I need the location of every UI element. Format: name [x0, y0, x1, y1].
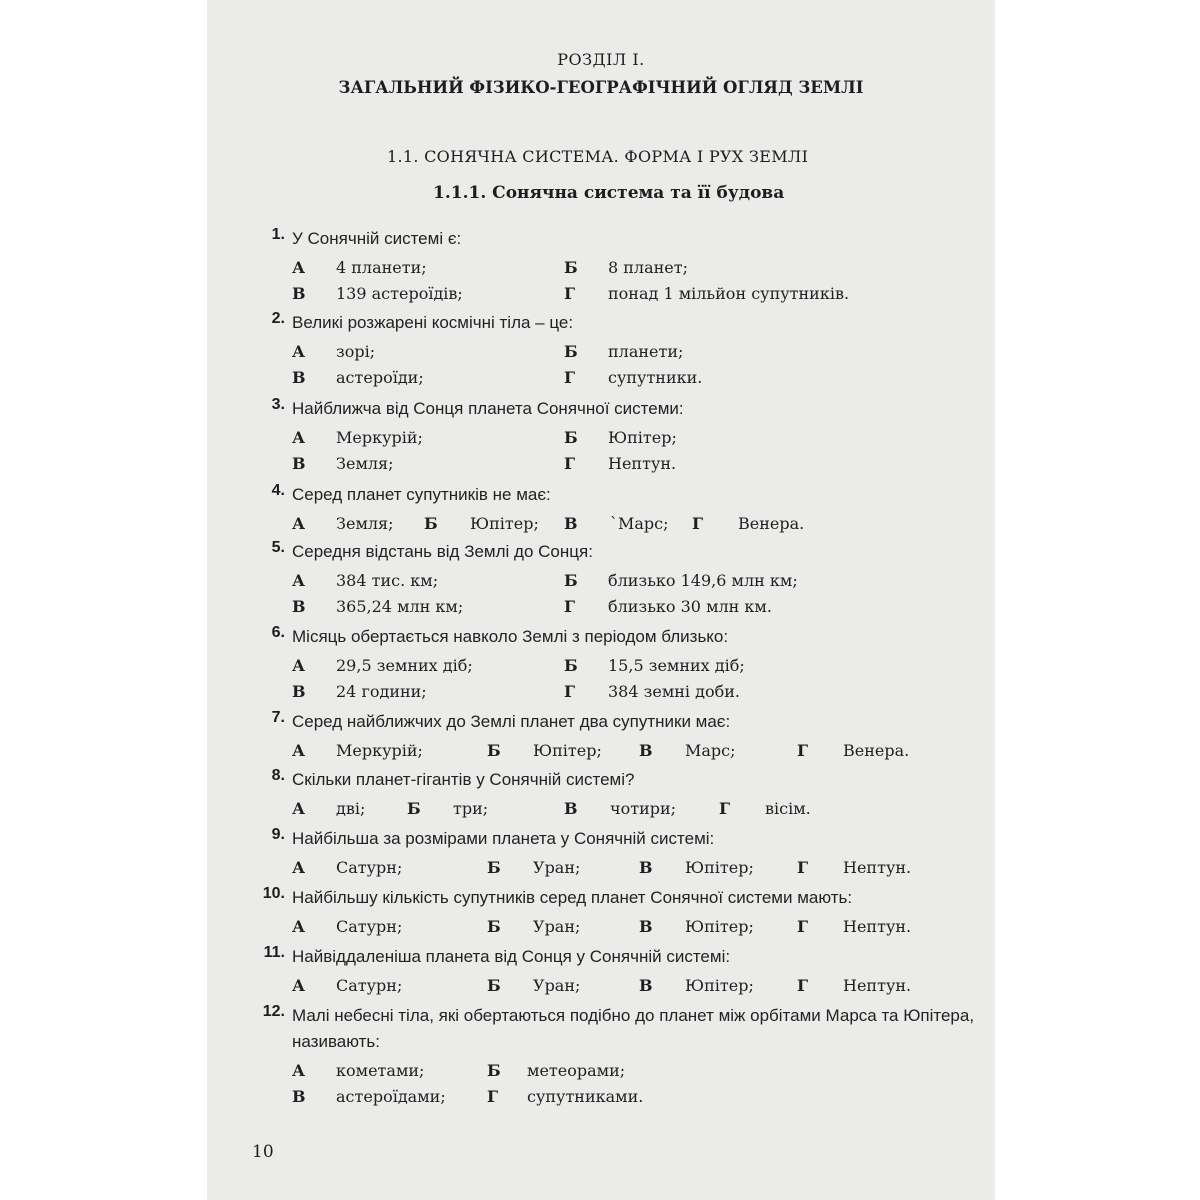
option-letter: А [292, 258, 306, 277]
option-text: вісім. [765, 799, 811, 818]
option-letter: В [639, 917, 653, 936]
option-text: Нептун. [843, 858, 912, 877]
answer-option[interactable] [292, 799, 365, 818]
answer-option[interactable] [292, 917, 402, 936]
option-text: супутники. [608, 368, 703, 387]
option-letter: В [292, 368, 306, 387]
option-text: Венера. [738, 514, 805, 533]
option-text: 365,24 млн км; [336, 597, 464, 616]
answer-option[interactable] [292, 284, 463, 303]
option-letter: Б [487, 1061, 501, 1080]
answer-option[interactable] [564, 284, 849, 303]
option-text: планети; [608, 342, 684, 361]
subsection-heading: 1.1. СОНЯЧНА СИСТЕМА. ФОРМА І РУХ ЗЕМЛІ [387, 147, 809, 166]
option-text: Юпітер; [685, 917, 754, 936]
answer-option[interactable] [407, 799, 488, 818]
question-text: Серед найближчих до Землі планет два супутники має: [292, 712, 731, 731]
question-number: 5. [271, 539, 285, 556]
answer-option[interactable] [719, 799, 811, 818]
option-letter: Б [564, 342, 578, 361]
option-letter: А [292, 917, 306, 936]
option-letter: Г [692, 514, 704, 533]
option-letter: Б [564, 656, 578, 675]
answer-option[interactable] [292, 342, 375, 361]
answer-option[interactable] [564, 258, 688, 277]
option-text: кометами; [336, 1061, 425, 1080]
topic-heading: 1.1.1. Сонячна система та її будова [433, 183, 785, 203]
answer-option[interactable] [487, 917, 580, 936]
option-letter: Б [407, 799, 421, 818]
option-text: Юпітер; [685, 858, 754, 877]
option-text: понад 1 мільйон супутників. [608, 284, 850, 303]
option-text: Земля; [336, 454, 394, 473]
answer-option[interactable] [292, 976, 402, 995]
answer-option[interactable] [639, 917, 754, 936]
question-text: Найвіддаленіша планета від Сонця у Сонячній системі: [292, 947, 731, 966]
answer-option[interactable] [564, 342, 683, 361]
answer-option[interactable] [292, 858, 402, 877]
question-number: 7. [271, 709, 285, 726]
option-letter: А [292, 514, 306, 533]
question-number: 1. [271, 226, 285, 243]
answer-option[interactable] [292, 258, 427, 277]
option-text: 384 земні доби. [608, 682, 740, 701]
option-text: 15,5 земних діб; [608, 656, 745, 675]
answer-option[interactable] [564, 428, 677, 447]
option-letter: В [292, 1087, 306, 1106]
question-text: Найбільшу кількість супутників серед планет Сонячної системи мають: [292, 888, 853, 907]
option-letter: Б [564, 258, 578, 277]
option-letter: В [292, 454, 306, 473]
answer-option[interactable] [292, 514, 394, 533]
option-text: 4 планети; [336, 258, 427, 277]
question-text: Найбільша за розмірами планета у Сонячній системі: [292, 829, 715, 848]
option-letter: Г [797, 917, 809, 936]
option-text: Нептун. [843, 917, 912, 936]
option-text: метеорами; [527, 1061, 626, 1080]
option-letter: В [292, 682, 306, 701]
option-letter: А [292, 571, 306, 590]
question-number: 11. [263, 944, 285, 961]
answer-option[interactable] [487, 858, 580, 877]
option-letter: Б [564, 428, 578, 447]
question-number: 6. [271, 624, 285, 641]
option-letter: Г [487, 1087, 499, 1106]
option-letter: Б [487, 741, 501, 760]
option-letter: А [292, 799, 306, 818]
option-letter: А [292, 976, 306, 995]
option-text: Уран; [533, 917, 581, 936]
chapter-title: ЗАГАЛЬНИЙ ФІЗИКО-ГЕОГРАФІЧНИЙ ОГЛЯД ЗЕМЛІ [338, 78, 864, 97]
option-text: близько 149,6 млн км; [608, 571, 798, 590]
option-text: Венера. [843, 741, 910, 760]
option-letter: Б [424, 514, 438, 533]
option-letter: Г [564, 682, 576, 701]
question-text: Найближча від Сонця планета Сонячної системи: [292, 399, 684, 418]
option-letter: Г [719, 799, 731, 818]
option-letter: А [292, 342, 306, 361]
option-text: супутниками. [527, 1087, 644, 1106]
answer-option[interactable] [564, 454, 676, 473]
answer-option[interactable] [292, 741, 423, 760]
option-letter: А [292, 858, 306, 877]
option-letter: Г [797, 976, 809, 995]
answer-option[interactable] [639, 976, 754, 995]
answer-option[interactable] [487, 976, 580, 995]
option-text: 384 тис. км; [336, 571, 439, 590]
question-number: 9. [271, 826, 285, 843]
option-letter: Г [564, 368, 576, 387]
option-text: Уран; [533, 858, 581, 877]
option-text: Меркурій; [336, 428, 423, 447]
answer-option[interactable] [797, 741, 909, 760]
option-text: Сатурн; [336, 858, 403, 877]
answer-option[interactable] [292, 682, 427, 701]
question-number: 4. [271, 482, 285, 499]
question-number: 8. [271, 767, 285, 784]
option-text: Юпітер; [608, 428, 677, 447]
option-letter: В [564, 799, 578, 818]
answer-option[interactable] [564, 368, 702, 387]
option-text: 139 астероїдів; [336, 284, 463, 303]
question-text: Середня відстань від Землі до Сонця: [292, 542, 593, 561]
option-text: близько 30 млн км. [608, 597, 772, 616]
section-heading: РОЗДІЛ І. [557, 50, 645, 69]
answer-option[interactable] [564, 597, 772, 616]
option-letter: А [292, 428, 306, 447]
question-text: Місяць обертається навколо Землі з періодом близько: [292, 627, 729, 646]
answer-option[interactable] [292, 454, 394, 473]
option-letter: А [292, 741, 306, 760]
question-text: У Сонячній системі є: [292, 229, 462, 248]
answer-option[interactable] [487, 1087, 643, 1106]
answer-option[interactable] [564, 682, 740, 701]
option-letter: А [292, 1061, 306, 1080]
question-number: 2. [271, 310, 285, 327]
answer-option[interactable] [487, 1061, 625, 1080]
option-text: 8 планет; [608, 258, 689, 277]
option-text: три; [453, 799, 489, 818]
option-text: Юпітер; [685, 976, 754, 995]
answer-option[interactable] [487, 741, 602, 760]
answer-option[interactable] [692, 514, 804, 533]
option-letter: В [639, 741, 653, 760]
answer-option[interactable] [564, 799, 676, 818]
option-text: астероїди; [336, 368, 424, 387]
option-text: чотири; [610, 799, 677, 818]
option-text: Земля; [336, 514, 394, 533]
option-text: дві; [336, 799, 366, 818]
question-text: Великі розжарені космічні тіла – це: [292, 313, 574, 332]
answer-option[interactable] [292, 428, 423, 447]
question-number: 12. [262, 1003, 285, 1020]
option-letter: Г [564, 284, 576, 303]
option-letter: В [639, 858, 653, 877]
option-letter: Г [564, 597, 576, 616]
option-text: астероїдами; [336, 1087, 446, 1106]
answer-option[interactable] [292, 368, 424, 387]
option-letter: В [292, 284, 306, 303]
answer-option[interactable] [292, 571, 438, 590]
book-page [207, 0, 995, 1200]
question-text: Малі небесні тіла, які обертаються подібно до планет між орбітами Марса та Юпітера, називають: [292, 1006, 975, 1051]
answer-option[interactable] [797, 858, 911, 877]
question-text: Скільки планет-гігантів у Сонячній системі? [292, 770, 635, 789]
answer-option[interactable] [639, 741, 736, 760]
answer-option[interactable] [564, 656, 745, 675]
option-letter: Б [487, 858, 501, 877]
answer-option[interactable] [292, 656, 473, 675]
question-number: 3. [271, 396, 285, 413]
option-text: Нептун. [843, 976, 912, 995]
option-letter: Б [564, 571, 578, 590]
option-text: Уран; [533, 976, 581, 995]
option-text: Нептун. [608, 454, 677, 473]
answer-option[interactable] [292, 1087, 446, 1106]
answer-option[interactable] [564, 514, 669, 533]
answer-option[interactable] [797, 917, 911, 936]
page-number: 10 [252, 1142, 274, 1162]
option-text: `Марс; [610, 514, 669, 533]
question-number: 10. [262, 885, 285, 902]
option-text: 29,5 земних діб; [336, 656, 473, 675]
option-letter: А [292, 656, 306, 675]
option-text: Сатурн; [336, 976, 403, 995]
answer-option[interactable] [564, 571, 798, 590]
option-letter: Б [487, 976, 501, 995]
option-text: 24 години; [336, 682, 427, 701]
option-text: Меркурій; [336, 741, 423, 760]
option-letter: В [564, 514, 578, 533]
option-text: Сатурн; [336, 917, 403, 936]
option-text: Юпітер; [533, 741, 602, 760]
option-text: зорі; [336, 342, 376, 361]
answer-option[interactable] [797, 976, 911, 995]
option-letter: Б [487, 917, 501, 936]
option-letter: Г [797, 858, 809, 877]
option-text: Юпітер; [470, 514, 539, 533]
option-letter: В [639, 976, 653, 995]
answer-option[interactable] [639, 858, 754, 877]
answer-option[interactable] [424, 514, 539, 533]
answer-option[interactable] [292, 597, 463, 616]
option-letter: Г [797, 741, 809, 760]
option-letter: Г [564, 454, 576, 473]
question-text: Серед планет супутників не має: [292, 485, 551, 504]
option-letter: В [292, 597, 306, 616]
answer-option[interactable] [292, 1061, 424, 1080]
option-text: Марс; [685, 741, 736, 760]
